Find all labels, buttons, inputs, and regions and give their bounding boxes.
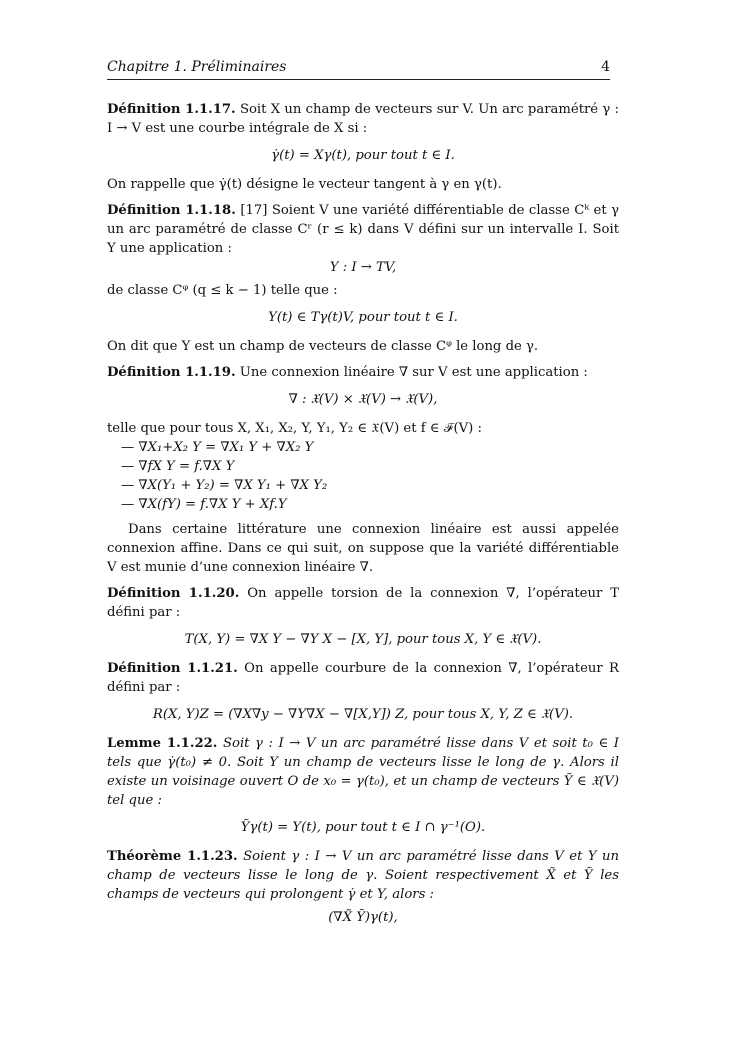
equation: Ỹγ(t) = Y(t), pour tout t ∈ I ∩ γ⁻¹(O). xyxy=(240,820,486,835)
equation: γ̇(t) = Xγ(t), pour tout t ∈ I. xyxy=(271,148,455,163)
list-item: — ∇X(fY) = f.∇X Y + Xf.Y xyxy=(121,495,619,514)
paragraph: de classe Cᵠ (q ≤ k − 1) telle que : xyxy=(107,283,338,298)
equation: ∇ : 𝔛(V) × 𝔛(V) → 𝔛(V), xyxy=(288,392,438,407)
list-item: — ∇X₁+X₂ Y = ∇X₁ Y + ∇X₂ Y xyxy=(121,438,619,457)
paragraph: On dit que Y est un champ de vecteurs de classe Cᵠ le long de γ. xyxy=(107,339,539,354)
definition-heading: Définition 1.1.21. xyxy=(107,661,238,676)
lemma-heading: Lemme 1.1.22. xyxy=(107,736,218,751)
definition-1-1-17 xyxy=(107,100,619,138)
list-item: — ∇X(Y₁ + Y₂) = ∇X Y₁ + ∇X Y₂ xyxy=(121,476,619,495)
paragraph: telle que pour tous X, X₁, X₂, Y, Y₁, Y₂ ∈ 𝔛(V) et f ∈ ℱ(V) : xyxy=(107,421,482,436)
chapter-title: Chapitre 1. Préliminaires xyxy=(107,59,287,75)
lemma-1-1-22 xyxy=(107,734,619,810)
definition-text: Une connexion linéaire ∇ sur V est une application : xyxy=(239,365,588,380)
equation: (∇X̃ Ỹ)γ(t), xyxy=(328,910,398,925)
definition-heading: Définition 1.1.20. xyxy=(107,586,240,601)
definition-text: On appelle courbure de la connexion ∇, l’opérateur R défini par : xyxy=(107,661,619,695)
definition-heading: Définition 1.1.18. xyxy=(107,203,236,218)
running-header xyxy=(107,59,610,80)
page-number: 4 xyxy=(601,59,610,75)
condition-list xyxy=(121,438,619,514)
equation: T(X, Y) = ∇X Y − ∇Y X − [X, Y], pour tous X, Y ∈ 𝔛(V). xyxy=(184,632,542,647)
definition-1-1-20 xyxy=(107,584,619,622)
definition-1-1-19 xyxy=(107,363,619,382)
equation: Y(t) ∈ Tγ(t)V, pour tout t ∈ I. xyxy=(268,310,458,325)
definition-text: [17] Soient V une variété différentiable de classe Cᵏ et γ un arc paramétré de classe Cʳ (r ≤ k) dans V défini sur un intervalle I. Soit Y une application : xyxy=(107,203,619,256)
list-item: — ∇fX Y = f.∇X Y xyxy=(121,457,619,476)
definition-text: Soit X un champ de vecteurs sur V. Un arc paramétré γ : I → V est une courbe intégrale de X si : xyxy=(107,102,619,136)
theorem-heading: Théorème 1.1.23. xyxy=(107,849,238,864)
theorem-text: Soient γ : I → V un arc paramétré lisse dans V et Y un champ de vecteurs lisse le long de γ. Soient respectivement X̃ et Ỹ les champs de vecteurs qui prolongent γ̇ et Y, alors : xyxy=(107,849,620,902)
definition-heading: Définition 1.1.17. xyxy=(107,102,236,117)
lemma-text: Soit γ : I → V un arc paramétré lisse dans V et soit t₀ ∈ I tels que γ̇(t₀) ≠ 0. Soit Y un champ de vecteurs lisse le long de γ. Alors il existe un voisinage ouvert O de x₀ = γ(t₀), et un champ de vecteurs Ỹ ∈ 𝔛(V) tel que : xyxy=(107,736,619,808)
definition-1-1-18 xyxy=(107,201,619,258)
paragraph: Dans certaine littérature une connexion linéaire est aussi appelée connexion affine. Dans ce qui suit, on suppose que la variété différentiable V est munie d’une connexion linéaire ∇. xyxy=(107,522,619,575)
definition-1-1-21 xyxy=(107,659,619,697)
paragraph: On rappelle que γ̇(t) désigne le vecteur tangent à γ en γ(t). xyxy=(107,177,502,192)
definition-text: On appelle torsion de la connexion ∇, l’opérateur T défini par : xyxy=(107,586,619,620)
theorem-1-1-23 xyxy=(107,847,619,904)
equation: R(X, Y)Z = (∇X∇y − ∇Y∇X − ∇[X,Y]) Z, pour tous X, Y, Z ∈ 𝔛(V). xyxy=(152,707,574,722)
definition-heading: Définition 1.1.19. xyxy=(107,365,236,380)
page-body xyxy=(107,100,619,937)
equation: Y : I → TV, xyxy=(329,260,397,275)
